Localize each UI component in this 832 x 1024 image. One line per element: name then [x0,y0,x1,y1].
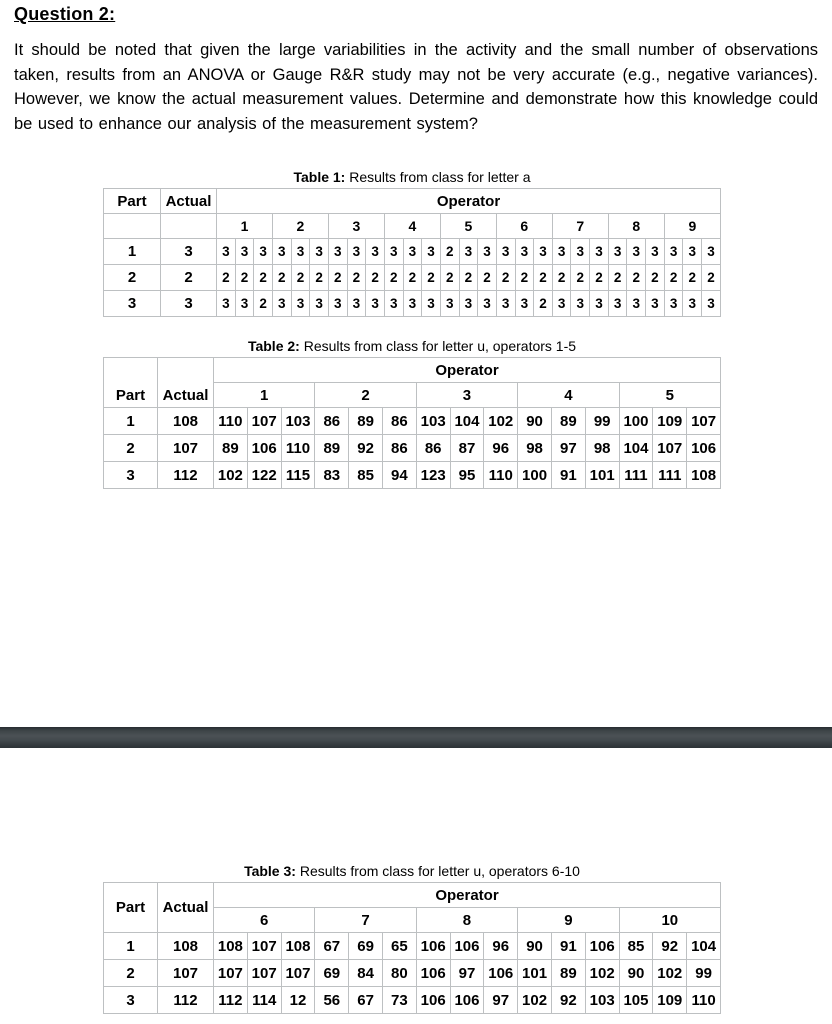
measurement-cell: 3 [702,291,721,317]
measurement-cell: 3 [478,291,497,317]
measurement-cell: 3 [328,291,347,317]
measurement-cell: 100 [518,462,552,489]
measurement-cell: 94 [382,462,416,489]
measurement-cell: 2 [347,265,366,291]
measurement-cell: 106 [247,435,281,462]
measurement-cell: 3 [534,239,553,265]
measurement-cell: 90 [619,960,653,987]
operator-number-cell: 9 [664,214,720,239]
measurement-cell: 3 [590,291,609,317]
measurement-cell: 104 [687,933,721,960]
operator-number-cell: 5 [440,214,496,239]
measurement-cell: 3 [664,291,683,317]
operator-number-cell: 7 [315,908,416,933]
measurement-cell: 3 [478,239,497,265]
question-paragraph: It should be noted that given the large variabilities in the activity and the small number of observations taken, results from an ANOVA or Gauge R&R study may not be very accurate (e.g., negative variances). However, we know the actual measurement values. Determine and demonstrate how this knowledge could be used to enhance our analysis of the measurement system? [14,41,818,133]
measurement-cell: 2 [534,291,553,317]
measurement-cell: 3 [403,239,422,265]
table-row [104,408,721,435]
part-cell: 1 [104,933,158,960]
measurement-cell: 107 [247,408,281,435]
measurement-cell: 67 [349,987,383,1014]
measurement-cell: 97 [484,987,518,1014]
measurement-cell: 85 [349,462,383,489]
measurement-cell: 109 [653,408,687,435]
measurement-cell: 69 [349,933,383,960]
measurement-cell: 56 [315,987,349,1014]
measurement-cell: 99 [687,960,721,987]
measurement-cell: 105 [619,987,653,1014]
measurement-cell: 102 [214,462,248,489]
measurement-cell: 2 [496,265,515,291]
measurement-cell: 84 [349,960,383,987]
measurement-cell: 111 [619,462,653,489]
table1-section [103,169,721,317]
measurement-cell: 107 [653,435,687,462]
measurement-cell: 114 [247,987,281,1014]
measurement-cell: 3 [608,291,627,317]
measurement-cell: 3 [384,291,403,317]
measurement-cell: 2 [366,265,385,291]
measurement-cell: 2 [627,265,646,291]
measurement-cell: 2 [291,265,310,291]
measurement-cell: 3 [515,291,534,317]
measurement-cell: 2 [440,239,459,265]
measurement-cell: 110 [281,435,315,462]
measurement-cell: 86 [382,408,416,435]
measurement-cell: 3 [272,239,291,265]
measurement-cell: 3 [515,239,534,265]
measurement-cell: 98 [518,435,552,462]
actual-cell: 112 [158,462,214,489]
measurement-cell: 86 [315,408,349,435]
actual-cell: 2 [161,265,217,291]
part-header-cell: Part [104,883,158,933]
measurement-cell: 106 [416,933,450,960]
measurement-cell: 86 [416,435,450,462]
measurement-cell: 95 [450,462,484,489]
operator-number-cell: 4 [384,214,440,239]
measurement-cell: 107 [687,408,721,435]
measurement-cell: 3 [459,239,478,265]
measurement-cell: 110 [687,987,721,1014]
table2-title [103,338,721,354]
table-row [104,291,721,317]
operator-number-cell: 1 [217,214,273,239]
measurement-cell: 2 [590,265,609,291]
measurement-cell: 106 [687,435,721,462]
measurement-cell: 102 [585,960,619,987]
measurement-cell: 89 [551,960,585,987]
measurement-cell: 2 [272,265,291,291]
part-cell: 3 [104,291,161,317]
measurement-cell: 98 [585,435,619,462]
table1-title-text: Results from class for letter a [345,169,531,185]
operator-number-cell: 8 [416,908,517,933]
measurement-cell: 3 [683,239,702,265]
part-cell: 3 [104,462,158,489]
operator-number-cell: 2 [315,383,416,408]
measurement-cell: 103 [416,408,450,435]
measurement-cell: 89 [551,408,585,435]
measurement-cell: 2 [608,265,627,291]
measurement-cell: 91 [551,933,585,960]
part-cell: 2 [104,265,161,291]
measurement-cell: 3 [552,239,571,265]
measurement-cell: 2 [534,265,553,291]
measurement-cell: 102 [484,408,518,435]
measurement-cell: 104 [450,408,484,435]
measurement-cell: 3 [291,291,310,317]
measurement-cell: 3 [422,291,441,317]
measurement-cell: 106 [416,960,450,987]
measurement-cell: 103 [585,987,619,1014]
measurement-cell: 85 [619,933,653,960]
actual-header-cell: Actual [158,358,214,408]
measurement-cell: 2 [683,265,702,291]
operator-number-cell: 6 [214,908,315,933]
measurement-cell: 92 [653,933,687,960]
measurement-cell: 3 [328,239,347,265]
measurement-cell: 80 [382,960,416,987]
measurement-cell: 3 [590,239,609,265]
measurement-cell: 89 [349,408,383,435]
measurement-cell: 3 [571,239,590,265]
actual-cell: 3 [161,291,217,317]
measurement-cell: 91 [551,462,585,489]
measurement-cell: 90 [518,933,552,960]
table3-title-text: Results from class for letter u, operators 6-10 [295,863,580,879]
measurement-cell: 3 [310,291,329,317]
actual-cell: 3 [161,239,217,265]
part-cell: 1 [104,408,158,435]
measurement-cell: 109 [653,987,687,1014]
page-break-bar [0,727,832,748]
measurement-cell: 103 [281,408,315,435]
measurement-cell: 69 [315,960,349,987]
part-cell: 2 [104,960,158,987]
measurement-cell: 108 [687,462,721,489]
measurement-cell: 2 [254,265,273,291]
measurement-cell: 89 [214,435,248,462]
measurement-cell: 112 [214,987,248,1014]
operator-header-cell: Operator [214,358,721,383]
measurement-cell: 3 [627,239,646,265]
measurement-cell: 3 [683,291,702,317]
measurement-cell: 2 [459,265,478,291]
table-row [104,462,721,489]
measurement-cell: 2 [702,265,721,291]
table3-title [103,863,721,879]
measurement-cell: 3 [310,239,329,265]
part-cell: 2 [104,435,158,462]
measurement-cell: 2 [552,265,571,291]
table-row [104,987,721,1014]
table-row [104,239,721,265]
operator-number-cell: 2 [272,214,328,239]
measurement-cell: 2 [384,265,403,291]
operator-number-cell: 3 [328,214,384,239]
measurement-cell: 3 [459,291,478,317]
measurement-cell: 96 [484,435,518,462]
measurement-cell: 92 [349,435,383,462]
actual-header-cell: Actual [161,189,217,214]
measurement-cell: 67 [315,933,349,960]
table2-title-text: Results from class for letter u, operators 1-5 [299,338,577,354]
measurement-cell: 3 [664,239,683,265]
measurement-cell: 3 [384,239,403,265]
measurement-cell: 110 [214,408,248,435]
measurement-cell: 3 [552,291,571,317]
measurement-cell: 2 [571,265,590,291]
operator-number-cell: 5 [619,383,720,408]
table-row [104,435,721,462]
measurement-cell: 89 [315,435,349,462]
actual-cell: 108 [158,408,214,435]
measurement-cell: 106 [450,987,484,1014]
measurement-cell: 96 [484,933,518,960]
part-header-cell: Part [104,189,161,214]
results-table-1 [103,188,721,317]
operator-number-cell: 4 [518,383,619,408]
table-row [104,960,721,987]
actual-cell: 112 [158,987,214,1014]
measurement-cell: 107 [281,960,315,987]
operator-header-cell: Operator [217,189,721,214]
measurement-cell: 100 [619,408,653,435]
table3-host [103,882,721,1014]
measurement-cell: 3 [571,291,590,317]
measurement-cell: 3 [217,291,236,317]
measurement-cell: 97 [450,960,484,987]
part-header-cell: Part [104,358,158,408]
measurement-cell: 107 [214,960,248,987]
measurement-cell: 106 [585,933,619,960]
measurement-cell: 3 [496,239,515,265]
measurement-cell: 90 [518,408,552,435]
measurement-cell: 3 [235,291,254,317]
measurement-cell: 2 [254,291,273,317]
measurement-cell: 101 [585,462,619,489]
measurement-cell: 3 [254,239,273,265]
measurement-cell: 107 [247,960,281,987]
measurement-cell: 83 [315,462,349,489]
measurement-cell: 97 [551,435,585,462]
operator-number-cell: 6 [496,214,552,239]
measurement-cell: 2 [478,265,497,291]
actual-cell: 107 [158,960,214,987]
measurement-cell: 2 [217,265,236,291]
results-table-2 [103,357,721,489]
measurement-cell: 12 [281,987,315,1014]
measurement-cell: 2 [646,265,665,291]
measurement-cell: 3 [347,291,366,317]
measurement-cell: 92 [551,987,585,1014]
measurement-cell: 2 [310,265,329,291]
results-table-3 [103,882,721,1014]
operator-number-cell: 3 [416,383,517,408]
part-cell: 1 [104,239,161,265]
table-row [104,933,721,960]
measurement-cell: 115 [281,462,315,489]
measurement-cell: 3 [496,291,515,317]
operator-number-cell: 9 [518,908,619,933]
measurement-cell: 2 [664,265,683,291]
table-row [104,265,721,291]
measurement-cell: 2 [235,265,254,291]
table2-section [103,338,721,489]
measurement-cell: 3 [366,239,385,265]
part-cell: 3 [104,987,158,1014]
table1-title [103,169,721,185]
measurement-cell: 3 [272,291,291,317]
operator-number-cell: 7 [552,214,608,239]
measurement-cell: 123 [416,462,450,489]
operator-header-cell: Operator [214,883,721,908]
operator-number-cell: 1 [214,383,315,408]
table1-title-label: Table 1: [293,169,346,185]
table1-host [103,188,721,317]
measurement-cell: 2 [440,265,459,291]
measurement-cell: 99 [585,408,619,435]
actual-cell: 108 [158,933,214,960]
measurement-cell: 101 [518,960,552,987]
measurement-cell: 3 [440,291,459,317]
actual-cell: 107 [158,435,214,462]
measurement-cell: 2 [403,265,422,291]
measurement-cell: 104 [619,435,653,462]
measurement-cell: 111 [653,462,687,489]
measurement-cell: 3 [627,291,646,317]
measurement-cell: 106 [416,987,450,1014]
measurement-cell: 122 [247,462,281,489]
measurement-cell: 2 [328,265,347,291]
measurement-cell: 3 [422,239,441,265]
measurement-cell: 3 [347,239,366,265]
measurement-cell: 3 [235,239,254,265]
measurement-cell: 108 [281,933,315,960]
measurement-cell: 107 [247,933,281,960]
measurement-cell: 86 [382,435,416,462]
measurement-cell: 3 [217,239,236,265]
measurement-cell: 2 [515,265,534,291]
operator-number-cell: 8 [608,214,664,239]
part-header-spacer-cell [104,214,161,239]
question-text-block [14,4,818,136]
measurement-cell: 3 [702,239,721,265]
measurement-cell: 110 [484,462,518,489]
measurement-cell: 3 [646,239,665,265]
measurement-cell: 3 [366,291,385,317]
measurement-cell: 3 [608,239,627,265]
measurement-cell: 65 [382,933,416,960]
table2-host [103,357,721,489]
measurement-cell: 108 [214,933,248,960]
measurement-cell: 87 [450,435,484,462]
actual-header-spacer-cell [161,214,217,239]
question-heading: Question 2: [14,4,116,24]
measurement-cell: 3 [646,291,665,317]
table3-section [103,863,721,1014]
operator-number-cell: 10 [619,908,720,933]
measurement-cell: 102 [518,987,552,1014]
measurement-cell: 106 [450,933,484,960]
measurement-cell: 2 [422,265,441,291]
table3-title-label: Table 3: [244,863,296,879]
measurement-cell: 3 [403,291,422,317]
measurement-cell: 3 [291,239,310,265]
measurement-cell: 106 [484,960,518,987]
actual-header-cell: Actual [158,883,214,933]
table2-title-label: Table 2: [247,338,300,354]
measurement-cell: 73 [382,987,416,1014]
measurement-cell: 102 [653,960,687,987]
